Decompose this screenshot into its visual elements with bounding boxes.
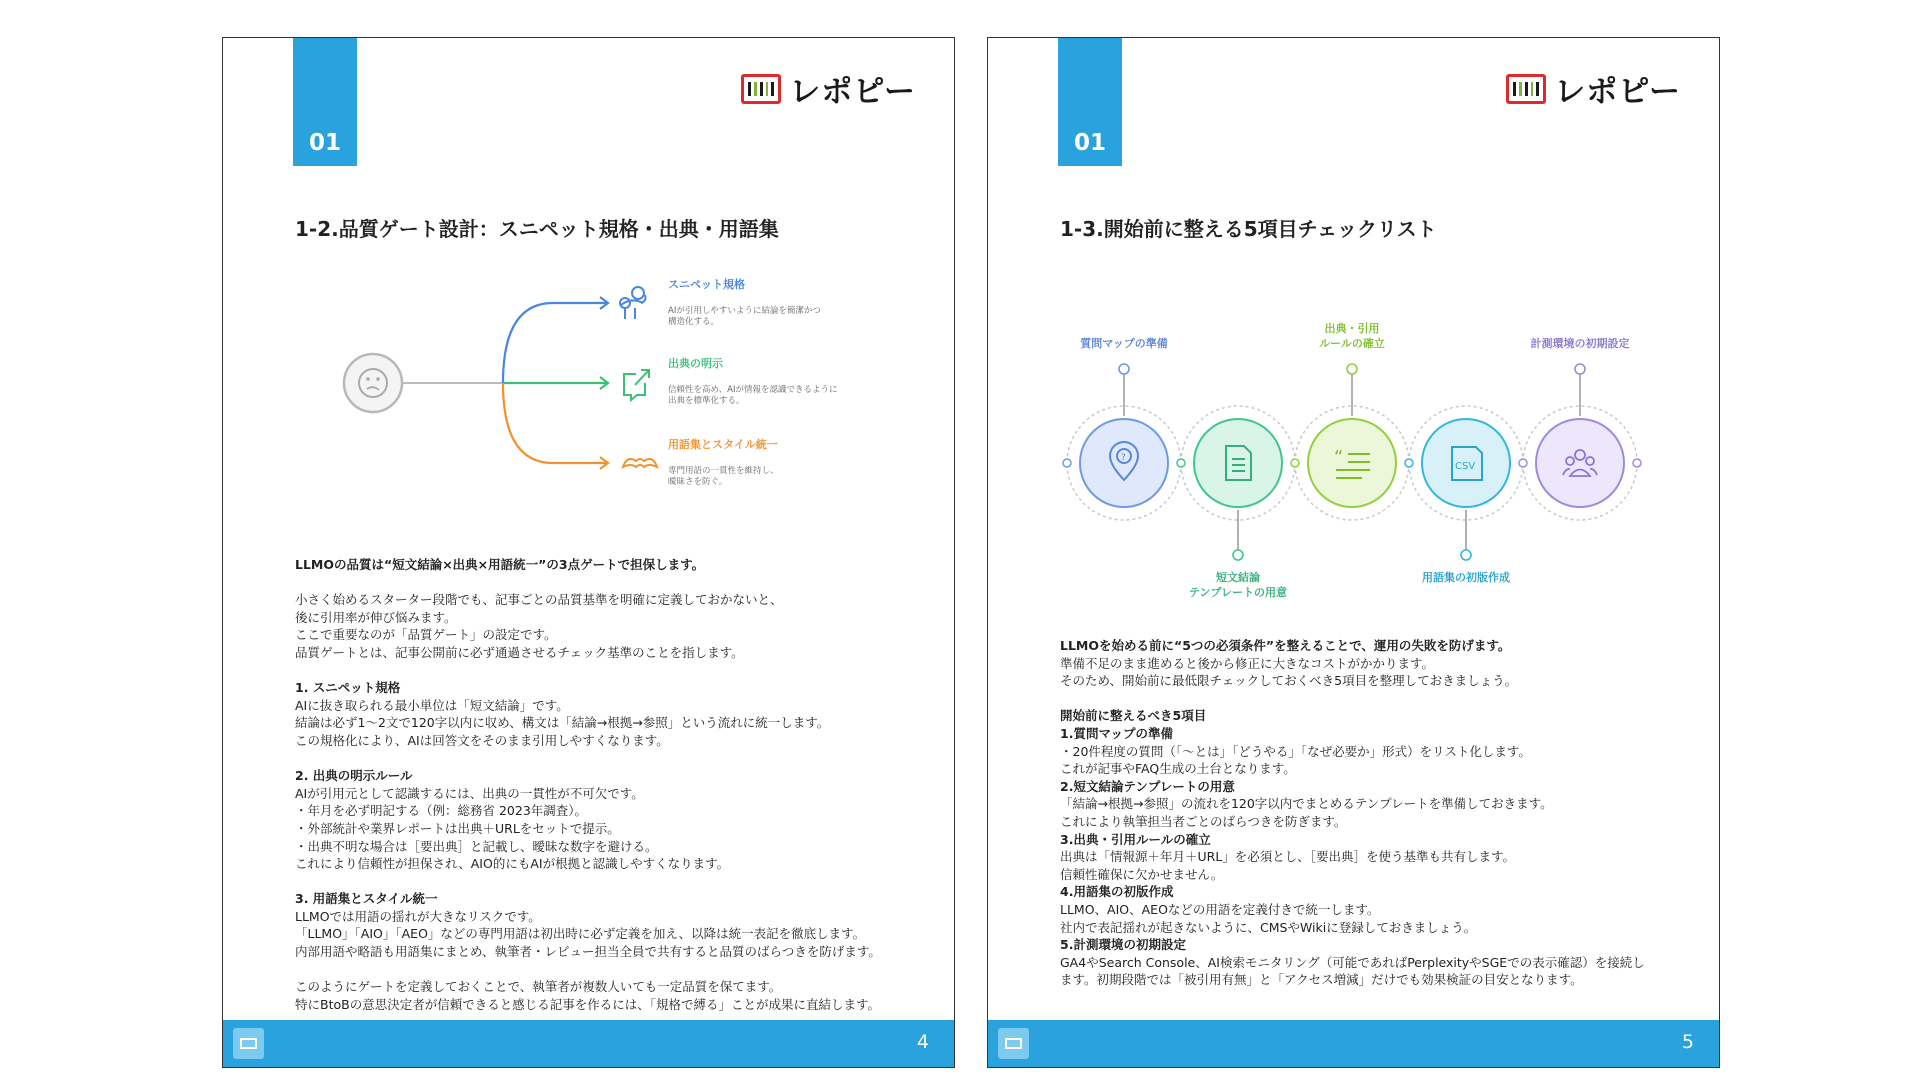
text-line: LLMOの品質は“短文結論×出典×用語統一”の3点ゲートで担保します。 — [295, 557, 705, 572]
branch-title-snippet: スニペット規格 — [668, 278, 745, 291]
brand-logo — [1506, 66, 1681, 111]
footer-logo-icon — [998, 1028, 1029, 1059]
svg-text:?: ? — [1121, 453, 1126, 463]
share-out-icon — [624, 370, 649, 400]
body-text-right — [1060, 637, 1645, 989]
thinking-face-icon — [344, 354, 402, 412]
poodle-icon — [620, 287, 646, 319]
section-number-tab: 01 — [1058, 38, 1122, 166]
text-line: 結論は必ず1〜2文で120字以内に収め、構文は「結論→根拠→参照」という流れに統一します。 — [295, 715, 830, 731]
text-line: 「結論→根拠→参照」の流れを120字以内でまとめるテンプレートを準備しておきます。 — [1060, 796, 1553, 812]
branch-desc-snippet-2: 構造化する。 — [668, 317, 720, 327]
text-line: AIが引用元として認識するには、出典の一貫性が不可欠です。 — [295, 785, 644, 801]
node-label-template-1: 短文結論 — [1216, 571, 1260, 584]
logo-mark-icon — [741, 74, 781, 104]
node-label-measurement: 計測環境の初期設定 — [1530, 337, 1630, 350]
text-heading: 1. スニペット規格 — [295, 680, 401, 696]
svg-text:“: “ — [1334, 447, 1344, 468]
text-heading: 5.計測環境の初期設定 — [1060, 937, 1186, 953]
text-line — [295, 873, 881, 891]
document-page-left — [222, 37, 955, 1068]
text-line: 品質ゲートとは、記事公開前に必ず通過させるチェック基準のことを指します。 — [295, 644, 744, 660]
footer-logo-icon — [233, 1028, 264, 1059]
text-heading: 4.用語集の初版作成 — [1060, 884, 1174, 900]
text-line: LLMOでは用語の揺れが大きなリスクです。 — [295, 908, 541, 924]
text-line: 「LLMO」「AIO」「AEO」などの専門用語は初出時に必ず定義を加え、以降は統一表記を徹底します。 — [295, 926, 866, 942]
text-heading: 2. 出典の明示ルール — [295, 768, 413, 784]
text-line: 後に引用率が伸び悩みます。 — [295, 609, 457, 625]
node-label-glossary: 用語集の初版作成 — [1422, 571, 1510, 584]
text-line: 内部用語や略語も用語集にまとめ、執筆者・レビュー担当全員で共有すると品質のばらつきを防げます。 — [295, 944, 881, 960]
page-number: 5 — [1681, 1031, 1694, 1053]
logo-mark-icon — [1506, 74, 1546, 104]
text-heading: 2.短文結論テンプレートの用意 — [1060, 778, 1235, 794]
page-number: 4 — [916, 1031, 929, 1053]
text-line: 準備不足のまま進めると後から修正に大きなコストがかかります。 — [1060, 655, 1435, 671]
text-line: ・外部統計や業界レポートは出典＋URLをセットで提示。 — [295, 820, 620, 836]
branch-desc-glossary-1: 専門用語の一貫性を維持し、 — [668, 466, 779, 476]
text-line: 小さく始めるスターター段階でも、記事ごとの品質基準を明確に定義しておかないと、 — [295, 592, 783, 608]
section-number-tab: 01 — [293, 38, 357, 166]
text-heading: 3.出典・引用ルールの確立 — [1060, 831, 1211, 847]
branch-desc-glossary-2: 曖昧さを防ぐ。 — [668, 477, 728, 487]
page-title: 1-3.開始前に整える5項目チェックリスト — [1060, 217, 1437, 241]
text-line: 社内で表記揺れが起きないように、CMSやWikiに登録しておきましょう。 — [1060, 919, 1477, 935]
checklist-diagram — [1058, 283, 1658, 623]
page-footer — [223, 1020, 954, 1067]
brand-logo — [741, 66, 916, 111]
logo-text: レポピー — [789, 74, 916, 110]
text-line: ・年月を必ず明記する（例：総務省 2023年調査）。 — [295, 803, 588, 819]
branch-title-glossary: 用語集とスタイル統一 — [668, 438, 778, 451]
text-line: そのため、開始前に最低限チェックしておくべき5項目を整理しておきましょう。 — [1060, 673, 1518, 689]
text-line: GA4やSearch Console、AI検索モニタリング（可能であればPerplexityやSGEでの表示確認）を接続し — [1060, 954, 1645, 970]
text-line: LLMO、AIO、AEOなどの用語を定義付きで統一します。 — [1060, 901, 1380, 917]
text-line: 特にBtoBの意思決定者が信頼できると感じる記事を作るには、「規格で縛る」ことが成果に直結します。 — [295, 996, 880, 1012]
node-label-source-rules-2: ルールの確立 — [1319, 337, 1385, 350]
text-line: これにより執筆担当者ごとのばらつきを防ぎます。 — [1060, 813, 1347, 829]
page-footer — [988, 1020, 1719, 1067]
text-line — [295, 574, 881, 592]
text-line: ・出典不明な場合は［要出典］と記載し、曖昧な数字を避ける。 — [295, 838, 658, 854]
text-line — [295, 662, 881, 680]
text-line: 出典は「情報源＋年月＋URL」を必須とし、［要出典］を使う基準も共有します。 — [1060, 849, 1516, 865]
text-line — [1060, 690, 1645, 708]
branch-desc-snippet-1: AIが引用しやすいように結論を簡潔かつ — [668, 306, 821, 316]
text-heading: 1.質問マップの準備 — [1060, 725, 1173, 741]
text-line: ・20件程度の質問（「〜とは」「どうやる」「なぜ必要か」形式）をリスト化します。 — [1060, 743, 1531, 759]
text-line: LLMOを始める前に“5つの必須条件”を整えることで、運用の失敗を防げます。 — [1060, 638, 1511, 653]
branch-desc-source-2: 出典を標準化する。 — [668, 396, 745, 406]
page-title: 1-2.品質ゲート設計：スニペット規格・出典・用語集 — [295, 217, 779, 241]
mustache-icon — [623, 459, 657, 467]
text-line: 信頼性確保に欠かせません。 — [1060, 866, 1224, 882]
logo-text: レポピー — [1554, 74, 1681, 110]
node-label-template-2: テンプレートの用意 — [1188, 586, 1288, 599]
svg-text:CSV: CSV — [1455, 461, 1476, 472]
text-line: AIに抜き取られる最小単位は「短文結論」です。 — [295, 697, 569, 713]
text-line: これにより信頼性が担保され、AIO的にもAIが根拠と認識しやすくなります。 — [295, 856, 730, 872]
text-line: この規格化により、AIは回答文をそのまま引用しやすくなります。 — [295, 732, 669, 748]
text-line: ここで重要なのが「品質ゲート」の設定です。 — [295, 627, 557, 643]
document-page-right — [987, 37, 1720, 1068]
text-heading: 3. 用語集とスタイル統一 — [295, 891, 438, 907]
text-heading: 開始前に整えるべき5項目 — [1060, 708, 1207, 724]
text-line — [295, 961, 881, 979]
text-line — [295, 750, 881, 768]
text-line: ます。初期段階では「被引用有無」と「アクセス増減」だけでも効果検証の目安となります。 — [1060, 972, 1583, 988]
branch-desc-source-1: 信頼性を高め、AIが情報を認識できるように — [668, 385, 838, 395]
branch-title-source: 出典の明示 — [668, 357, 723, 370]
node-label-source-rules-1: 出典・引用 — [1324, 322, 1380, 335]
text-line: このようにゲートを定義しておくことで、執筆者が複数人いても一定品質を保てます。 — [295, 979, 782, 995]
quality-gate-diagram — [313, 263, 873, 503]
text-line: これが記事やFAQ生成の土台となります。 — [1060, 761, 1296, 777]
node-label-question-map: 質問マップの準備 — [1080, 337, 1168, 350]
body-text-left — [295, 556, 881, 1013]
